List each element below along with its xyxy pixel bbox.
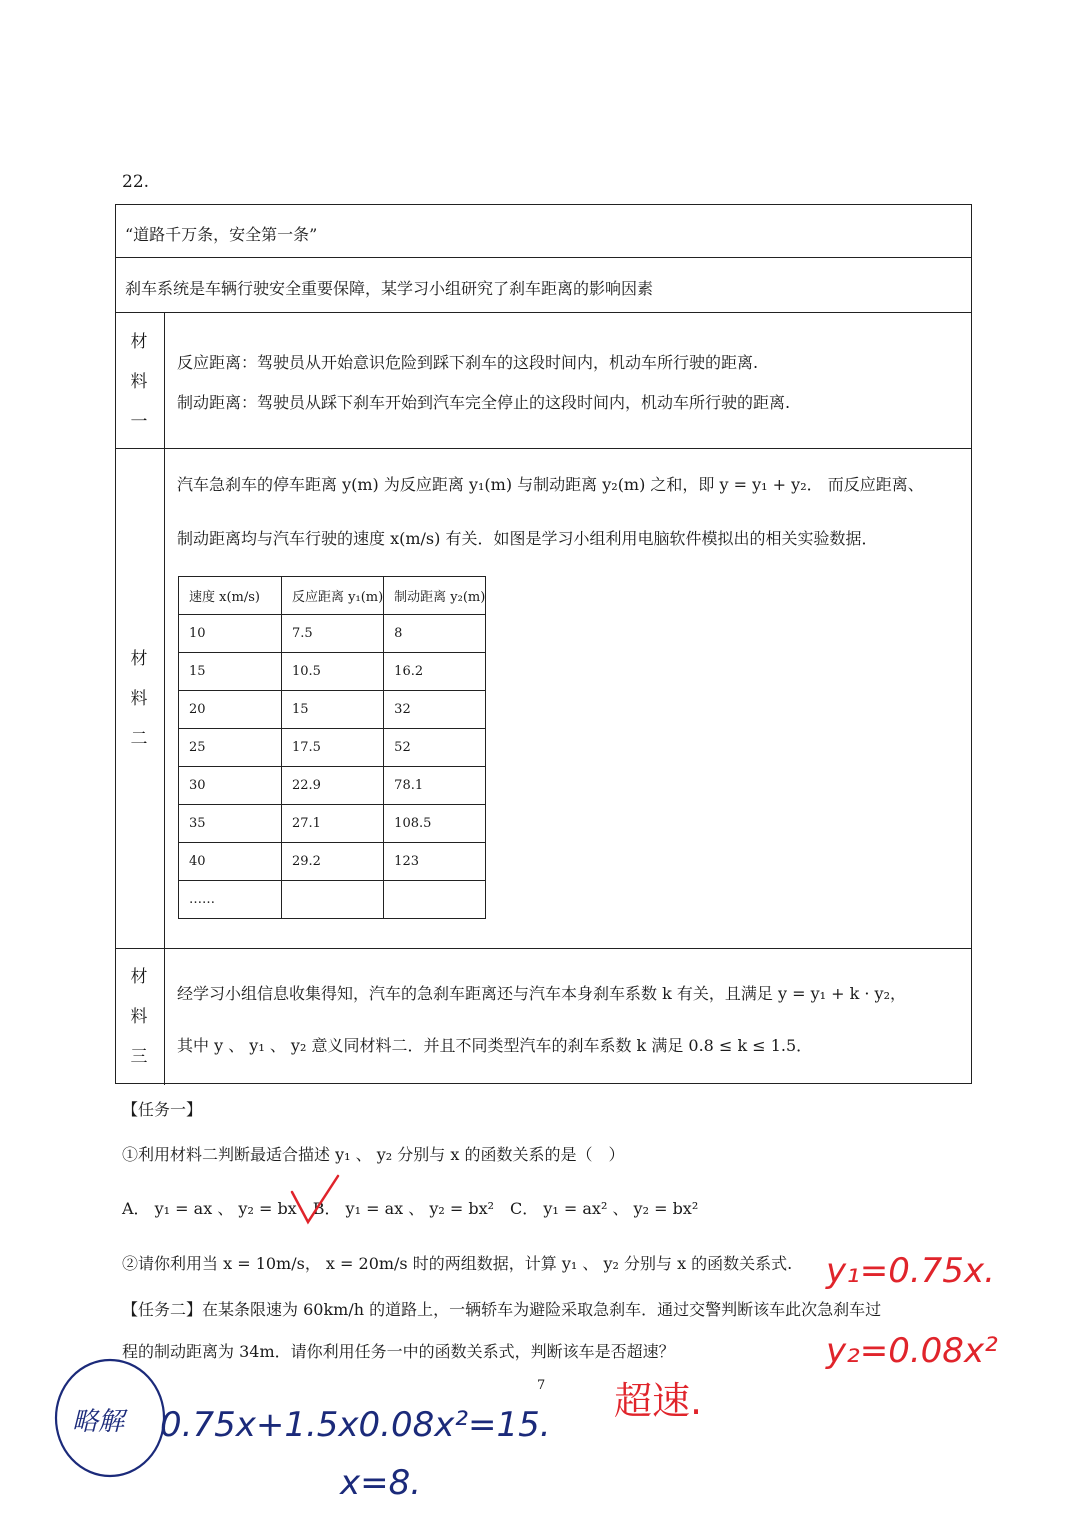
table-cell: 17.5 <box>282 729 384 767</box>
table-cell: 78.1 <box>384 767 486 805</box>
table-cell: 22.9 <box>282 767 384 805</box>
table-cell: 15 <box>179 653 282 691</box>
material-2-line-1: 汽车急刹车的停车距离 y(m) 为反应距离 y₁(m) 与制动距离 y₂(m) 之和，即 y = y₁ + y₂． 而反应距离、 <box>177 475 924 494</box>
task-2-line-1: 【任务二】在某条限速为 60km/h 的道路上，一辆轿车为避险采取急刹车．通过交警判断该车此次急刹车过 <box>122 1300 882 1319</box>
table-header-cell: 反应距离 y₁(m) <box>282 577 384 615</box>
table-cell: 10 <box>179 615 282 653</box>
red-answer-2: y₂=0.08x² <box>826 1331 998 1371</box>
material-3-label: 材 料 三 <box>130 967 148 1067</box>
task-1-question-2: ②请你利用当 x = 10m/s， x = 20m/s 时的两组数据，计算 y₁ 、 y₂ 分别与 x 的函数关系式. <box>122 1254 793 1273</box>
material-1-line-1: 反应距离：驾驶员从开始意识危险到踩下刹车的这段时间内，机动车所行驶的距离. <box>177 353 759 372</box>
header-row-2: 刹车系统是车辆行驶安全重要保障，某学习小组研究了刹车距离的影响因素 <box>125 279 654 298</box>
header-row-1: “道路千万条，安全第一条” <box>125 225 318 244</box>
table-cell: 29.2 <box>282 843 384 881</box>
table-header-cell: 速度 x(m/s) <box>179 577 282 615</box>
table-cell: 52 <box>384 729 486 767</box>
question-number: 22. <box>122 172 150 192</box>
blue-result: x=8. <box>340 1463 422 1503</box>
table-cell: 15 <box>282 691 384 729</box>
task-1-question-1: ①利用材料二判断最适合描述 y₁ 、 y₂ 分别与 x 的函数关系的是（ ） <box>122 1145 625 1164</box>
table-cell: 20 <box>179 691 282 729</box>
red-verdict: 超速. <box>614 1379 703 1423</box>
material-2-line-2: 制动距离均与汽车行驶的速度 x(m/s) 有关．如图是学习小组利用电脑软件模拟出的相关实验数据． <box>177 529 878 548</box>
table-cell: 108.5 <box>384 805 486 843</box>
table-cell: 35 <box>179 805 282 843</box>
page-number: 7 <box>537 1378 546 1393</box>
table-cell: …… <box>179 881 282 919</box>
material-3-line-1: 经学习小组信息收集得知，汽车的急刹车距离还与汽车本身刹车系数 k 有关，且满足 y = y₁ + k · y₂， <box>177 984 907 1003</box>
task-2-line-2: 程的制动距离为 34m．请你利用任务一中的函数关系式，判断该车是否超速？ <box>122 1342 675 1361</box>
checkmark-icon <box>292 1176 338 1222</box>
table-cell: 16.2 <box>384 653 486 691</box>
table-cell: 123 <box>384 843 486 881</box>
material-1-line-2: 制动距离：驾驶员从踩下刹车开始到汽车完全停止的这段时间内，机动车所行驶的距离. <box>177 393 791 412</box>
task-1-heading: 【任务一】 <box>122 1100 203 1119</box>
table-header-cell: 制动距离 y₂(m) <box>384 577 486 615</box>
table-cell: 25 <box>179 729 282 767</box>
table-cell: 32 <box>384 691 486 729</box>
table-cell: 40 <box>179 843 282 881</box>
blue-circled-text: 略解 <box>72 1407 125 1437</box>
material-1-label: 材 料 一 <box>130 332 148 432</box>
table-cell: 30 <box>179 767 282 805</box>
table-cell: 7.5 <box>282 615 384 653</box>
table-cell: 8 <box>384 615 486 653</box>
material-2-label: 材 料 二 <box>130 649 148 749</box>
table-cell: 10.5 <box>282 653 384 691</box>
red-answer-1: y₁=0.75x. <box>826 1251 995 1291</box>
blue-equation: 0.75x+1.5x0.08x²=15. <box>160 1405 551 1445</box>
material-3-line-2: 其中 y 、 y₁ 、 y₂ 意义同材料二．并且不同类型汽车的刹车系数 k 满足 0.8 ≤ k ≤ 1.5． <box>177 1036 813 1055</box>
table-cell: 27.1 <box>282 805 384 843</box>
task-1-options: A． y₁ = ax 、 y₂ = bx B． y₁ = ax 、 y₂ = bx² C． y₁ = ax² 、 y₂ = bx² <box>122 1199 699 1218</box>
